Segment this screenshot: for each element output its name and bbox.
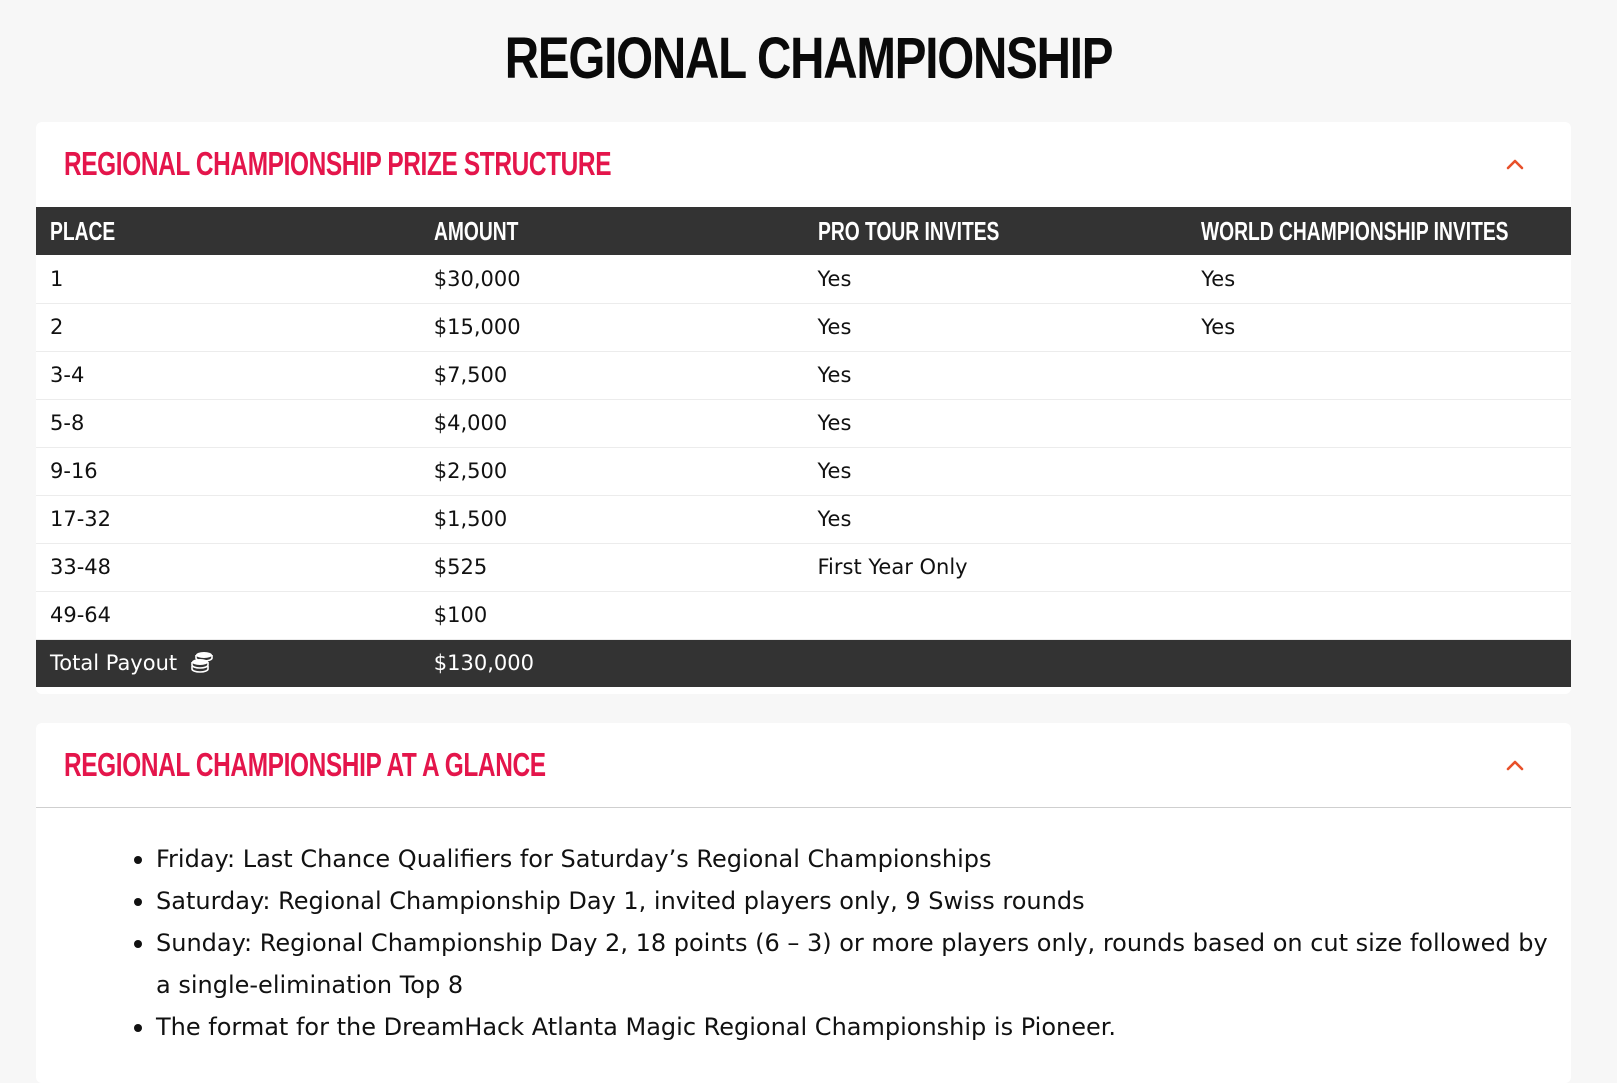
prize-structure-title: REGIONAL CHAMPIONSHIP PRIZE STRUCTURE [64, 145, 612, 182]
table-row [36, 447, 1571, 495]
list-item: The format for the DreamHack Atlanta Magic Regional Championship is Pioneer. [118, 1006, 1556, 1048]
cell-place: 3-4 [50, 363, 85, 387]
cell-amount: $100 [433, 603, 488, 627]
cell-worlds [1187, 351, 1571, 399]
cell-amount: $15,000 [433, 315, 521, 339]
prize-table [36, 207, 1571, 687]
cell-place: 33-48 [50, 555, 112, 579]
total-payout-label: Total Payout [50, 651, 178, 676]
cell-pro-tour: Yes [817, 315, 852, 339]
prize-table-header-row [36, 207, 1571, 255]
cell-worlds [1187, 591, 1571, 639]
cell-worlds: Yes [1201, 315, 1236, 339]
total-payout-label-cell [36, 639, 420, 687]
list-item: Friday: Last Chance Qualifiers for Saturday’s Regional Championships [118, 838, 1556, 880]
cell-place: 5-8 [50, 411, 85, 435]
cell-worlds [1187, 543, 1571, 591]
cell-worlds [1187, 399, 1571, 447]
table-row [36, 591, 1571, 639]
chevron-up-icon[interactable] [1503, 753, 1527, 777]
table-row [36, 255, 1571, 303]
cell-pro-tour: First Year Only [817, 555, 968, 579]
prize-structure-header[interactable] [36, 122, 1571, 207]
table-row [36, 399, 1571, 447]
cell-amount: $4,000 [433, 411, 508, 435]
cell-place: 1 [50, 266, 64, 291]
cell-worlds [1187, 447, 1571, 495]
cell-amount: $2,500 [433, 459, 508, 483]
cell-pro-tour: Yes [817, 266, 852, 291]
total-payout-row [36, 639, 1571, 687]
cell-worlds [1187, 495, 1571, 543]
cell-pro-tour: Yes [817, 459, 852, 483]
column-header-pro-tour-invites: PRO TOUR INVITES [817, 215, 999, 246]
cell-amount: $525 [433, 555, 488, 579]
chevron-up-icon[interactable] [1503, 152, 1527, 176]
cell-worlds: Yes [1201, 266, 1236, 291]
cell-place: 2 [50, 315, 64, 339]
table-row [36, 303, 1571, 351]
empty-cell [804, 639, 1188, 687]
cell-amount: $30,000 [433, 266, 521, 291]
page-title: REGIONAL CHAMPIONSHIP [504, 26, 1113, 91]
at-a-glance-header[interactable] [36, 723, 1571, 808]
cell-place: 9-16 [50, 459, 98, 483]
cell-amount: $7,500 [433, 363, 508, 387]
cell-pro-tour: Yes [817, 411, 852, 435]
at-a-glance-section [36, 723, 1571, 1083]
at-a-glance-list [36, 808, 1571, 1048]
column-header-amount: AMOUNT [433, 215, 519, 246]
cell-amount: $1,500 [433, 507, 508, 531]
cell-pro-tour: Yes [817, 507, 852, 531]
total-payout-amount: $130,000 [433, 651, 534, 676]
coins-icon [190, 651, 214, 673]
list-item: Sunday: Regional Championship Day 2, 18 points (6 – 3) or more players only, rounds based on cut size followed by a single-elimination Top 8 [118, 922, 1556, 1006]
table-row [36, 495, 1571, 543]
column-header-world-championship-invites: WORLD CHAMPIONSHIP INVITES [1201, 215, 1509, 246]
cell-place: 17-32 [50, 507, 112, 531]
at-a-glance-title: REGIONAL CHAMPIONSHIP AT A GLANCE [64, 746, 546, 783]
cell-pro-tour [804, 591, 1188, 639]
empty-cell [1187, 639, 1571, 687]
prize-structure-section [36, 122, 1571, 694]
cell-place: 49-64 [50, 603, 112, 627]
table-row [36, 351, 1571, 399]
table-row [36, 543, 1571, 591]
column-header-place: PLACE [50, 215, 116, 246]
cell-pro-tour: Yes [817, 363, 852, 387]
list-item: Saturday: Regional Championship Day 1, invited players only, 9 Swiss rounds [118, 880, 1556, 922]
